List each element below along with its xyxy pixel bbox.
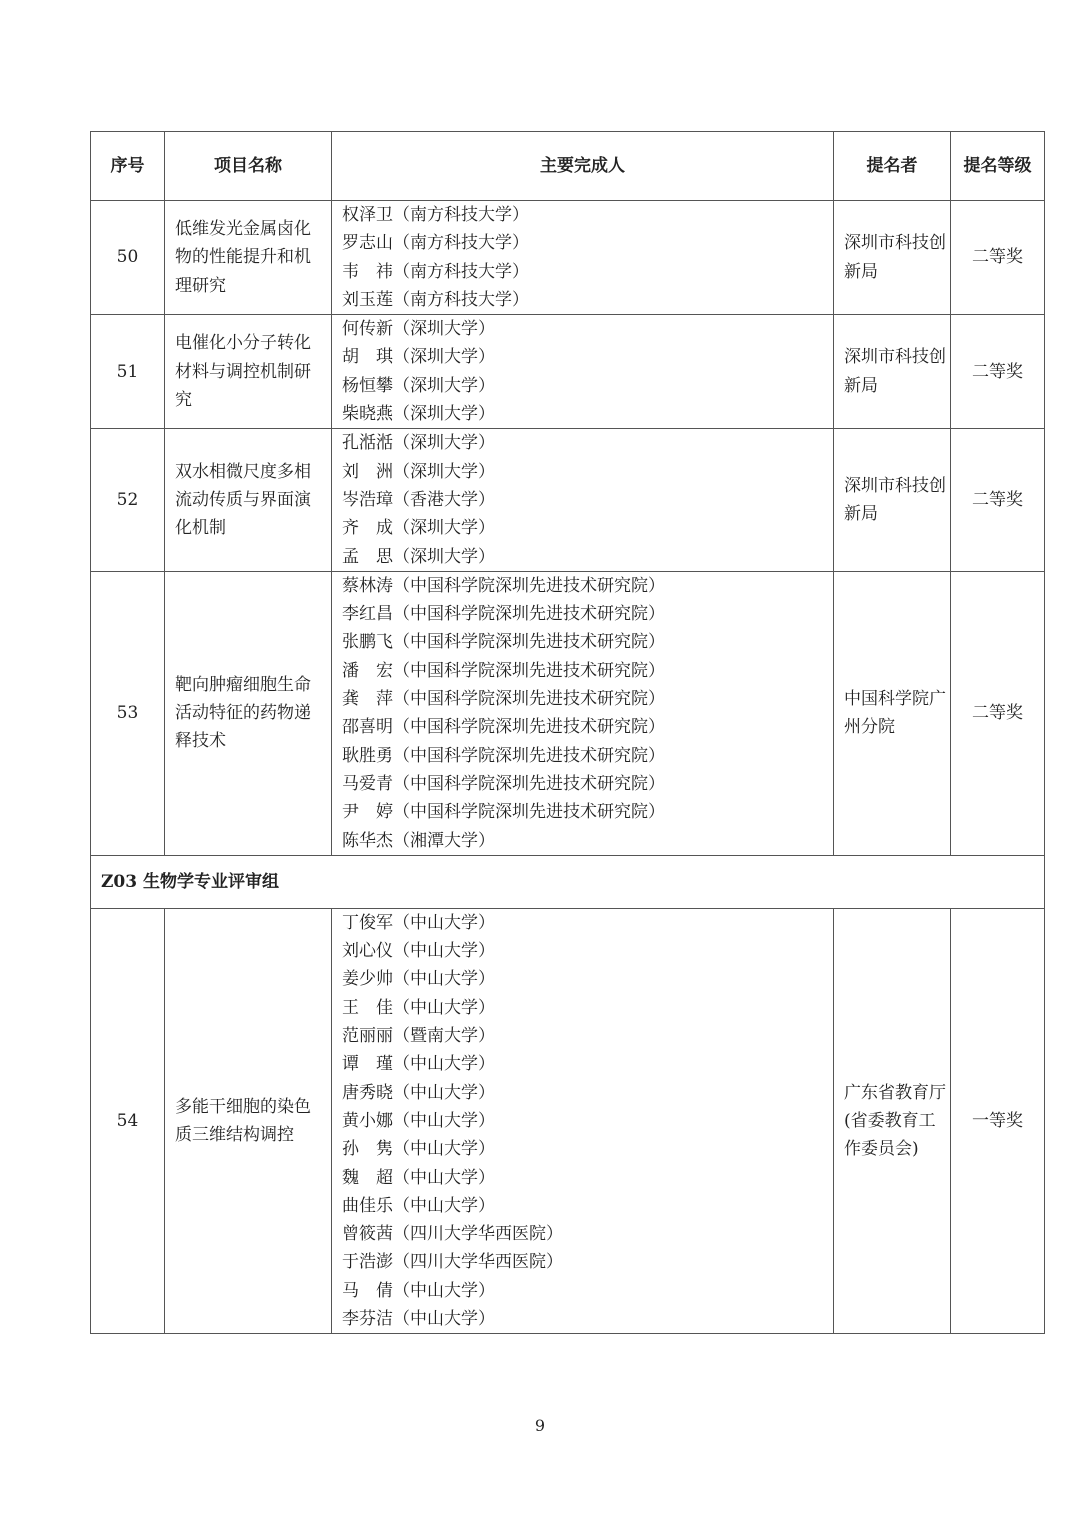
header-project: 项目名称 (165, 132, 332, 201)
person-entry: 王 佳（中山大学） (342, 997, 495, 1018)
person-entry: 刘玉莲（南方科技大学） (342, 289, 529, 310)
person-entry: 权泽卫（南方科技大学） (342, 205, 529, 225)
person-entry: 潘 宏（中国科学院深圳先进技术研究院） (342, 660, 665, 681)
award-level: 二等奖 (951, 201, 1045, 315)
header-people: 主要完成人 (332, 132, 834, 201)
people-cell (332, 908, 834, 1333)
person-entry: 韦 祎（南方科技大学） (342, 261, 529, 282)
person-entry: 马爱青（中国科学院深圳先进技术研究院） (342, 773, 665, 794)
people-cell (332, 571, 834, 855)
table-header-row (91, 132, 1045, 201)
person-entry: 刘 洲（深圳大学） (342, 461, 495, 482)
person-entry: 李红昌（中国科学院深圳先进技术研究院） (342, 604, 665, 625)
person-entry: 蔡林涛（中国科学院深圳先进技术研究院） (342, 575, 665, 596)
person-entry: 龚 萍（中国科学院深圳先进技术研究院） (342, 689, 665, 710)
nominator: 深圳市科技创新局 (834, 315, 951, 429)
table-row (91, 315, 1045, 429)
header-nominator: 提名者 (834, 132, 951, 201)
project-name: 双水相微尺度多相流动传质与界面演化机制 (165, 429, 332, 571)
person-entry: 孟 思（深圳大学） (342, 546, 495, 567)
nominator: 深圳市科技创新局 (834, 201, 951, 315)
header-level: 提名等级 (951, 132, 1045, 201)
person-entry: 于浩澎（四川大学华西医院） (342, 1252, 563, 1273)
page-number: 9 (534, 1416, 546, 1435)
awards-table (90, 131, 1045, 1334)
people-cell (332, 429, 834, 571)
person-entry: 柴晓燕（深圳大学） (342, 404, 495, 425)
row-number: 53 (91, 571, 165, 855)
project-name: 靶向肿瘤细胞生命活动特征的药物递释技术 (165, 571, 332, 855)
project-name: 低维发光金属卤化物的性能提升和机理研究 (165, 201, 332, 315)
person-entry: 何传新（深圳大学） (342, 319, 495, 340)
person-entry: 曾筱茜（四川大学华西医院） (342, 1224, 563, 1245)
person-entry: 孔湉湉（深圳大学） (342, 433, 495, 454)
person-entry: 刘心仪（中山大学） (342, 941, 495, 962)
people-cell (332, 315, 834, 429)
row-number: 54 (91, 908, 165, 1333)
section-title: Z03 生物学专业评审组 (91, 855, 1045, 908)
table-row (91, 201, 1045, 315)
person-entry: 谭 瑾（中山大学） (342, 1054, 495, 1075)
award-level: 二等奖 (951, 571, 1045, 855)
person-entry: 齐 成（深圳大学） (342, 518, 495, 539)
table-row (91, 908, 1045, 1333)
person-entry: 姜少帅（中山大学） (342, 969, 495, 990)
person-entry: 曲佳乐（中山大学） (342, 1195, 495, 1216)
nominator: 深圳市科技创新局 (834, 429, 951, 571)
person-entry: 岑浩璋（香港大学） (342, 489, 495, 510)
row-number: 51 (91, 315, 165, 429)
project-name: 多能干细胞的染色质三维结构调控 (165, 908, 332, 1333)
person-entry: 邵喜明（中国科学院深圳先进技术研究院） (342, 717, 665, 738)
person-entry: 张鹏飞（中国科学院深圳先进技术研究院） (342, 632, 665, 653)
table-row (91, 571, 1045, 855)
person-entry: 胡 琪（深圳大学） (342, 347, 495, 368)
person-entry: 范丽丽（暨南大学） (342, 1026, 495, 1047)
person-entry: 唐秀晓（中山大学） (342, 1082, 495, 1103)
nominator: 中国科学院广州分院 (834, 571, 951, 855)
person-entry: 陈华杰（湘潭大学） (342, 830, 495, 851)
nominator: 广东省教育厅(省委教育工作委员会) (834, 908, 951, 1333)
person-entry: 孙 隽（中山大学） (342, 1139, 495, 1160)
person-entry: 耿胜勇（中国科学院深圳先进技术研究院） (342, 745, 665, 766)
award-level: 一等奖 (951, 908, 1045, 1333)
project-name: 电催化小分子转化材料与调控机制研究 (165, 315, 332, 429)
person-entry: 丁俊军（中山大学） (342, 912, 495, 933)
person-entry: 马 倩（中山大学） (342, 1280, 495, 1301)
award-level: 二等奖 (951, 315, 1045, 429)
header-no: 序号 (91, 132, 165, 201)
section-row (91, 855, 1045, 908)
person-entry: 杨恒攀（深圳大学） (342, 375, 495, 396)
person-entry: 罗志山（南方科技大学） (342, 233, 529, 254)
person-entry: 黄小娜（中山大学） (342, 1110, 495, 1131)
person-entry: 魏 超（中山大学） (342, 1167, 495, 1188)
table-row (91, 429, 1045, 571)
award-level: 二等奖 (951, 429, 1045, 571)
person-entry: 尹 婷（中国科学院深圳先进技术研究院） (342, 802, 665, 823)
row-number: 52 (91, 429, 165, 571)
people-cell (332, 201, 834, 315)
person-entry: 李芬洁（中山大学） (342, 1308, 495, 1329)
row-number: 50 (91, 201, 165, 315)
